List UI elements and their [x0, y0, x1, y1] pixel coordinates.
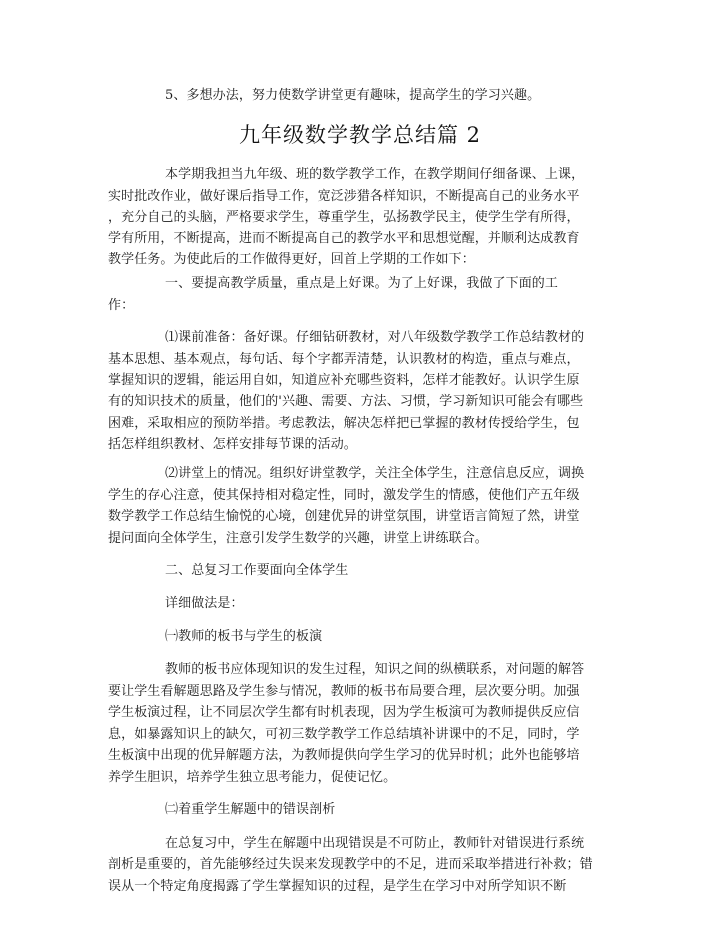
- prep-para-line-5: 困难，采取相应的预防举措。考虑教法，解决怎样把已掌握的教材传授给学生，包: [108, 416, 580, 431]
- board-para-line-2: 要让学生看解题思路及学生参与情况，教师的板书布局要合理，层次要分明。加强: [108, 684, 580, 699]
- intro-point-5: 5、多想办法，努力使数学讲堂更有趣味，提高学生的学习兴趣。: [165, 88, 541, 103]
- error-para-line-3: 误从一个特定角度揭露了学生掌握知识的过程，是学生在学习中对所学知识不断: [108, 879, 567, 894]
- class-para-line-3: 数学教学工作总结生愉悦的心境，创建优异的讲堂氛围，讲堂语言简短了然，讲堂: [108, 509, 580, 524]
- error-para-line-1: 在总复习中，学生在解题中出现错误是不可防止，教师针对错误进行系统: [165, 836, 585, 851]
- board-para-line-5: 生板演中出现的优异解题方法，为教师提供向学生学习的优异时机；此外也能够培: [108, 748, 580, 763]
- class-para-line-2: 学生的存心注意，使其保持相对稳定性，同时，激发学生的情感，使他们产五年级: [108, 488, 580, 503]
- section2-heading: 二、总复习工作要面向全体学生: [165, 563, 349, 578]
- class-para-line-1: ⑵讲堂上的情况。组织好讲堂教学，关注全体学生，注意信息反应，调换: [165, 466, 585, 481]
- prep-para-line-2: 基本思想、基本观点，每句话、每个字都弄清楚，认识教材的构造，重点与难点，: [108, 352, 580, 367]
- para1-line-1: 本学期我担当九年级、班的数学教学工作，在教学期间仔细备课、上课，: [165, 167, 585, 182]
- error-para-line-2: 剖析是重要的，首先能够经过失误来发现教学中的不足，进而采取举措进行补救；错: [108, 857, 593, 872]
- class-para-line-4: 提问面向全体学生，注意引发学生数学的兴趣，讲堂上讲练联合。: [108, 531, 488, 546]
- sub2-heading: ㈡着重学生解题中的错误剖析: [165, 802, 336, 817]
- prep-para-line-1: ⑴课前准备：备好课。仔细钻研教材，对八年级数学教学工作总结教材的: [165, 330, 585, 345]
- prep-para-line-4: 有的知识技术的质量，他们的'兴趣、需要、方法、习惯，学习新知识可能会有哪些: [108, 394, 584, 409]
- para1-line-2: 实时批改作业，做好课后指导工作，宽泛涉猎各样知识，不断提高自己的业务水平: [108, 189, 580, 204]
- section1-heading-line-2: 作：: [108, 298, 135, 313]
- method-label: 详细做法是：: [165, 596, 244, 611]
- board-para-line-4: 息，如暴露知识上的缺欠，可初三数学教学工作总结填补讲课中的不足，同时，学: [108, 727, 580, 742]
- board-para-line-6: 养学生胆识，培养学生独立思考能力，促使记忆。: [108, 770, 397, 785]
- para1-line-5: 教学任务。为使此后的工作做得更好，回首上学期的工作如下：: [108, 252, 475, 267]
- para1-line-3: ，充分自己的头脑，严格要求学生，尊重学生，弘扬教学民主，使学生学有所得，: [108, 210, 580, 225]
- prep-para-line-3: 掌握知识的逻辑，能运用自如，知道应补充哪些资料，怎样才能教好。认识学生原: [108, 373, 580, 388]
- board-para-line-3: 学生板演过程，让不同层次学生都有时机表现，因为学生板演可为教师提供反应信: [108, 705, 580, 720]
- board-para-line-1: 教师的板书应体现知识的发生过程，知识之间的纵横联系，对问题的解答: [165, 662, 585, 677]
- section1-heading-line-1: 一、要提高教学质量，重点是上好课。为了上好课，我做了下面的工: [165, 276, 559, 291]
- sub1-heading: ㈠教师的板书与学生的板演: [165, 629, 323, 644]
- para1-line-4: 学有所用，不断提高，进而不断提高自己的教学水平和思想觉醒，并顺利达成教育: [108, 231, 580, 246]
- page-title: 九年级数学教学总结篇 2: [238, 123, 482, 147]
- prep-para-line-6: 括怎样组织教材、怎样安排每节课的活动。: [108, 437, 357, 452]
